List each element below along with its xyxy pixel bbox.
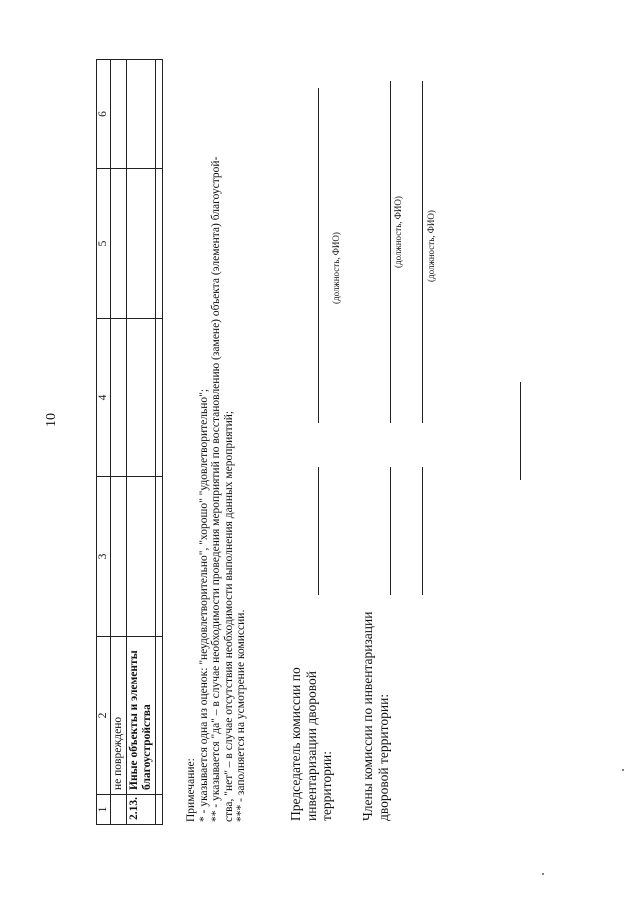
row-name-cell: не повреждено <box>111 637 127 795</box>
empty-cell <box>127 319 156 477</box>
empty-cell <box>111 60 127 169</box>
scan-speck <box>622 769 624 771</box>
note-line: ** - указывается "да" – в случае необходимости проведения мероприятий по восстановлению (замене) объекта (элемента) благоустрой- <box>210 156 222 822</box>
table-row <box>156 60 163 825</box>
chair-signature-line <box>318 467 319 595</box>
empty-cell <box>156 319 163 477</box>
chair-label: Председатель комиссии по инвентаризации дворовой территории: <box>288 667 334 821</box>
empty-cell <box>156 477 163 637</box>
table-header-cell: 3 <box>97 477 111 637</box>
member-signature-line-3 <box>520 382 521 480</box>
note-line: * - указывается одна из оценок: "неудовлетворительно", "хорошо" "удовлетворительно"; <box>197 388 210 822</box>
member-caption-1: (должность, ФИО) <box>393 196 403 268</box>
inventory-table <box>96 59 163 825</box>
empty-cell <box>156 637 163 795</box>
empty-cell <box>127 60 156 169</box>
empty-cell <box>156 169 163 319</box>
chair-name-line <box>318 88 319 423</box>
table-header-row <box>97 60 111 825</box>
row-name-cell: Иные объекты и элементы благоустройства <box>127 637 156 795</box>
row-number-cell <box>111 795 127 825</box>
empty-cell <box>111 169 127 319</box>
member-name-line-1 <box>390 81 391 423</box>
table-header-cell: 5 <box>97 169 111 319</box>
empty-cell <box>111 477 127 637</box>
empty-cell <box>127 169 156 319</box>
table-header-cell: 2 <box>97 637 111 795</box>
page-number: 10 <box>44 413 59 427</box>
chair-caption: (должность, ФИО) <box>331 232 341 304</box>
member-signature-line-1 <box>390 467 391 595</box>
note-line: *** - заполняется на усмотрение комиссии. <box>235 609 247 822</box>
row-number-cell: 2.13. <box>127 795 156 825</box>
table-header-cell: 6 <box>97 60 111 169</box>
member-signature-line-2 <box>422 467 423 595</box>
note-line: ства, "нет" – в случае отсутствия необходимости выполнения данных мероприятий; <box>222 410 235 822</box>
table-row <box>127 60 156 825</box>
empty-cell <box>156 60 163 169</box>
empty-cell <box>156 795 163 825</box>
notes-title: Примечание: <box>185 758 197 822</box>
scan-speck <box>542 873 544 875</box>
table-header-cell: 1 <box>97 795 111 825</box>
notes-block <box>185 42 248 822</box>
table-header-cell: 4 <box>97 319 111 477</box>
member-name-line-2 <box>422 81 423 423</box>
empty-cell <box>127 477 156 637</box>
members-label: Члены комиссии по инвентаризации дворовой территории: <box>360 611 391 821</box>
empty-cell <box>111 319 127 477</box>
member-caption-2: (должность, ФИО) <box>426 210 436 282</box>
table-row <box>111 60 127 825</box>
